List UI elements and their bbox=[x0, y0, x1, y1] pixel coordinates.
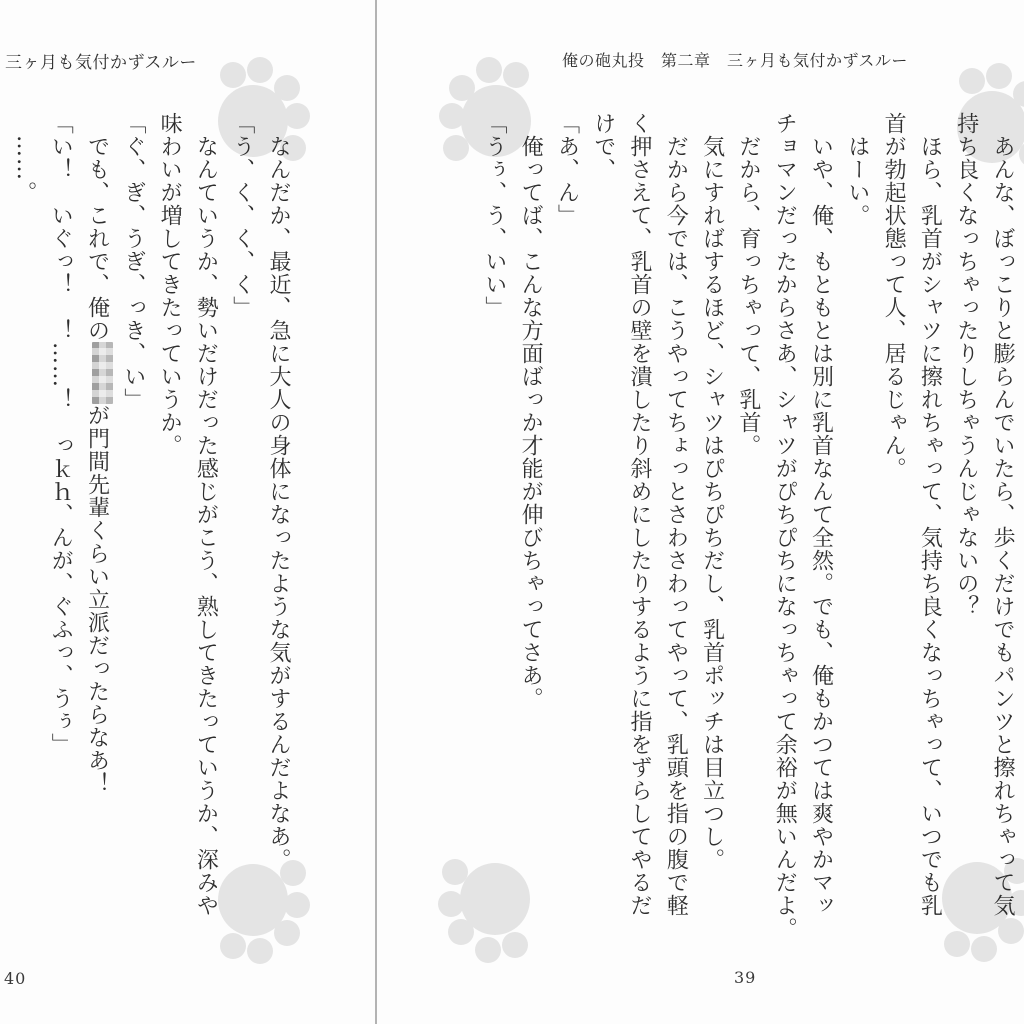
running-header-right: 俺の砲丸投 第二章 三ヶ月も気付かずスルー bbox=[562, 51, 908, 70]
text-column: 「い！ いぐっ！ ！……！ っｋｈ、んが、ぐふっ、うぅ」 bbox=[48, 112, 74, 756]
text-column: ……。 bbox=[11, 112, 37, 204]
text-column: 気にすればするほど、シャツはぴちぴちだし、乳首ポッチは目立つし。 bbox=[699, 112, 725, 871]
text-column: 持ち良くなっちゃったりしちゃうんじゃないの？ bbox=[953, 112, 979, 618]
text-column: 味わいが増してきたっていうか。 bbox=[157, 112, 183, 457]
text-column: あんな、ぼっこりと膨らんでいたら、歩くだけでもパンツと擦れちゃって気 bbox=[990, 112, 1015, 917]
text-column: ほら、乳首がシャツに擦れちゃって、気持ち良くなっちゃって、いつでも乳 bbox=[917, 112, 943, 917]
page-number-right: 39 bbox=[734, 968, 757, 987]
text-column: チョマンだったからさあ、シャツがぴちぴちになっちゃって余裕が無いんだよ。 bbox=[772, 112, 798, 940]
page-number-left: 40 bbox=[4, 969, 27, 988]
text-column: 「うぅ、う、いい」 bbox=[481, 112, 507, 319]
text-column: いや、俺、もともとは別に乳首なんて全然。でも、俺もかつては爽やかマッ bbox=[808, 112, 834, 917]
text-column: く押さえて、乳首の壁を潰したり斜めにしたりするように指をずらしてやるだ bbox=[627, 112, 653, 917]
page-39[interactable] bbox=[377, 0, 1024, 1024]
text-column: だから、育っちゃって、乳首。 bbox=[735, 112, 761, 457]
text-column: けで、 bbox=[590, 112, 616, 181]
text-column: だから今では、こうやってちょっとさわさわってやって、乳頭を指の腹で軽 bbox=[663, 112, 689, 917]
text-column: 「あ、ん」 bbox=[554, 112, 580, 227]
page-40[interactable] bbox=[0, 0, 375, 1024]
text-column: でも、これで、俺のが門間先輩くらい立派だったらなあ！ bbox=[78, 112, 114, 942]
text-column: なんていうか、勢いだけだった感じがこう、熟してきたっていうか、深みや bbox=[193, 112, 219, 917]
text-column: なんだか、最近、急に大人の身体になったような気がするんだよなあ。 bbox=[266, 112, 291, 871]
text-column: 首が勃起状態って人、居るじゃん。 bbox=[881, 112, 907, 480]
running-header-left: 三ヶ月も気付かずスルー bbox=[5, 53, 197, 73]
text-column: 俺ってば、こんな方面ばっか才能が伸びちゃってさあ。 bbox=[518, 112, 544, 710]
text-column: 「う、く、く、く」 bbox=[229, 112, 255, 319]
page-39-body-text bbox=[475, 112, 1020, 942]
text-column: 「ぐ、ぎ、うぎ、っき、い」 bbox=[120, 112, 146, 411]
page-40-body-text bbox=[3, 112, 296, 942]
censor-mosaic bbox=[92, 342, 113, 404]
text-column: はーい。 bbox=[844, 112, 870, 227]
